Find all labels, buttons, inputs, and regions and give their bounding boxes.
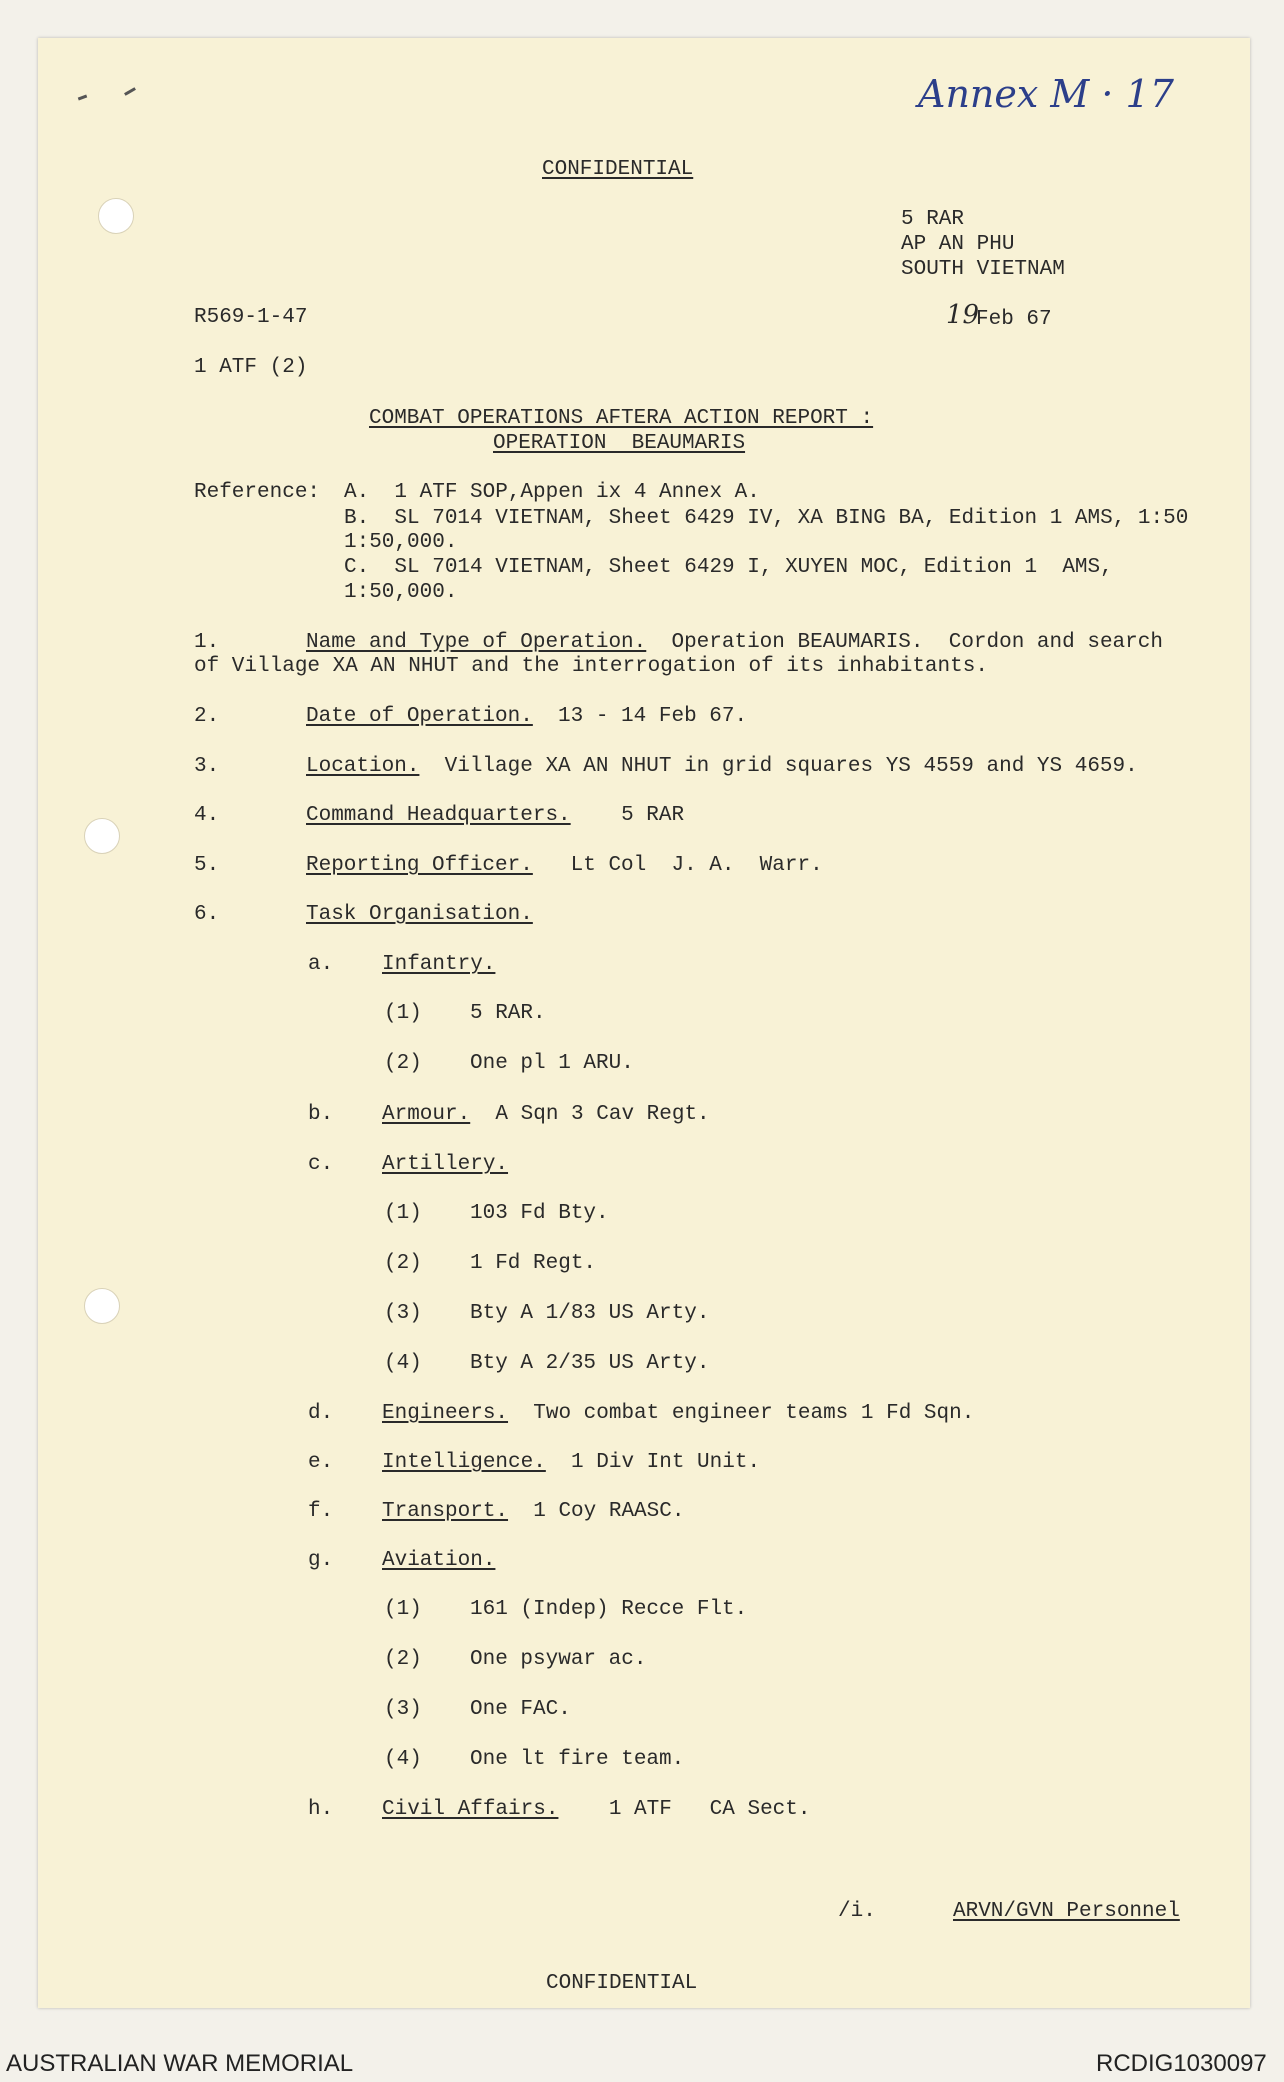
handwritten-annex-label: Annex M · 17 (918, 72, 1174, 116)
classification-footer: CONFIDENTIAL (546, 1972, 698, 1995)
paragraph-number: 4. (194, 804, 220, 827)
item-text: One pl 1 ARU. (470, 1052, 634, 1075)
item-number: (3) (384, 1302, 422, 1325)
operation-title: OPERATION BEAUMARIS (493, 432, 746, 455)
archive-name: AUSTRALIAN WAR MEMORIAL (6, 2050, 354, 2077)
paragraph-heading: Date of Operation. (306, 705, 533, 728)
paragraph-continuation: of Village XA AN NHUT and the interrogation of its inhabitants. (194, 655, 988, 678)
paragraph-text: 5 RAR (570, 804, 685, 827)
paragraph-number: 5. (194, 854, 220, 877)
item-number: (4) (384, 1352, 422, 1375)
ink-mark (78, 95, 87, 101)
sub-paragraph-letter: h. (308, 1798, 334, 1821)
item-number: (4) (384, 1748, 422, 1771)
paragraph-text: Lt Col J. A. Warr. (532, 854, 823, 877)
reference-label: Reference: (194, 481, 321, 504)
sub-paragraph-letter: e. (308, 1451, 334, 1474)
reference-line: C. SL 7014 VIETNAM, Sheet 6429 I, XUYEN MOC, Edition 1 AMS, (344, 556, 1113, 579)
sub-paragraph-heading: Armour. (382, 1103, 471, 1126)
sub-paragraph-text: Two combat engineer teams 1 Fd Sqn. (508, 1402, 975, 1425)
sub-paragraph-text: 1 Div Int Unit. (545, 1451, 761, 1474)
item-number: (3) (384, 1698, 422, 1721)
paragraph-text: Operation BEAUMARIS. Cordon and search (646, 631, 1163, 654)
next-page-reference: /i. (838, 1900, 876, 1923)
punch-hole (84, 818, 120, 854)
punch-hole (98, 198, 134, 234)
paragraph-number: 3. (194, 755, 220, 778)
paragraph-heading: Task Organisation. (306, 903, 533, 926)
sub-paragraph-text: 1 ATF CA Sect. (558, 1798, 811, 1821)
paragraph-number: 2. (194, 705, 220, 728)
date-month-year: Feb 67 (976, 308, 1052, 331)
item-text: Bty A 1/83 US Arty. (470, 1302, 710, 1325)
item-text: One FAC. (470, 1698, 571, 1721)
sub-paragraph-heading: Transport. (382, 1500, 509, 1523)
date-day-handwritten: 19 (946, 300, 980, 330)
document-page (38, 38, 1250, 2008)
catchword: ARVN/GVN Personnel (953, 1900, 1180, 1923)
sub-paragraph-letter: f. (308, 1500, 334, 1523)
item-number: (2) (384, 1052, 422, 1075)
sub-paragraph-heading: Intelligence. (382, 1451, 546, 1474)
paragraph-heading: Command Headquarters. (306, 804, 571, 827)
sub-paragraph-letter: g. (308, 1549, 334, 1572)
paragraph-text: 13 - 14 Feb 67. (532, 705, 748, 728)
address-line-location: AP AN PHU (901, 233, 1015, 256)
paragraph-heading: Name and Type of Operation. (306, 631, 647, 654)
sub-paragraph-text: 1 Coy RAASC. (508, 1500, 685, 1523)
item-number: (1) (384, 1202, 422, 1225)
sub-paragraph-heading: Engineers. (382, 1402, 509, 1425)
sub-paragraph-heading: Infantry. (382, 953, 496, 976)
report-title: COMBAT OPERATIONS AFTERA ACTION REPORT : (369, 407, 874, 430)
sub-paragraph-letter: c. (308, 1153, 334, 1176)
reference-line: B. SL 7014 VIETNAM, Sheet 6429 IV, XA BING BA, Edition 1 AMS, 1:50 (344, 507, 1189, 530)
file-reference: R569-1-47 (194, 306, 308, 329)
reference-line: 1:50,000. (344, 531, 458, 554)
paragraph-text: Village XA AN NHUT in grid squares YS 4559 and YS 4659. (419, 755, 1138, 778)
sub-paragraph-heading: Aviation. (382, 1549, 496, 1572)
sub-paragraph-letter: a. (308, 953, 334, 976)
item-text: One lt fire team. (470, 1748, 685, 1771)
reference-line: A. 1 ATF SOP,Appen ix 4 Annex A. (344, 481, 760, 504)
classification-header: CONFIDENTIAL (542, 158, 694, 181)
reference-line: 1:50,000. (344, 581, 458, 604)
item-text: 103 Fd Bty. (470, 1202, 609, 1225)
item-number: (1) (384, 1002, 422, 1025)
item-number: (1) (384, 1598, 422, 1621)
item-text: Bty A 2/35 US Arty. (470, 1352, 710, 1375)
ink-mark (124, 87, 136, 96)
paragraph-number: 1. (194, 631, 220, 654)
item-number: (2) (384, 1648, 422, 1671)
distribution-line: 1 ATF (2) (194, 356, 308, 379)
sub-paragraph-heading: Civil Affairs. (382, 1798, 559, 1821)
paragraph-heading: Location. (306, 755, 420, 778)
sub-paragraph-letter: b. (308, 1103, 334, 1126)
item-text: 1 Fd Regt. (470, 1252, 597, 1275)
item-text: One psywar ac. (470, 1648, 647, 1671)
sub-paragraph-text: A Sqn 3 Cav Regt. (470, 1103, 710, 1126)
address-line-unit: 5 RAR (901, 208, 965, 231)
sub-paragraph-letter: d. (308, 1402, 334, 1425)
address-line-country: SOUTH VIETNAM (901, 258, 1065, 281)
item-text: 161 (Indep) Recce Flt. (470, 1598, 748, 1621)
paragraph-heading: Reporting Officer. (306, 854, 533, 877)
paragraph-number: 6. (194, 903, 220, 926)
item-number: (2) (384, 1252, 422, 1275)
sub-paragraph-heading: Artillery. (382, 1153, 509, 1176)
archive-item-id: RCDIG1030097 (1096, 2050, 1267, 2077)
punch-hole (84, 1288, 120, 1324)
item-text: 5 RAR. (470, 1002, 546, 1025)
